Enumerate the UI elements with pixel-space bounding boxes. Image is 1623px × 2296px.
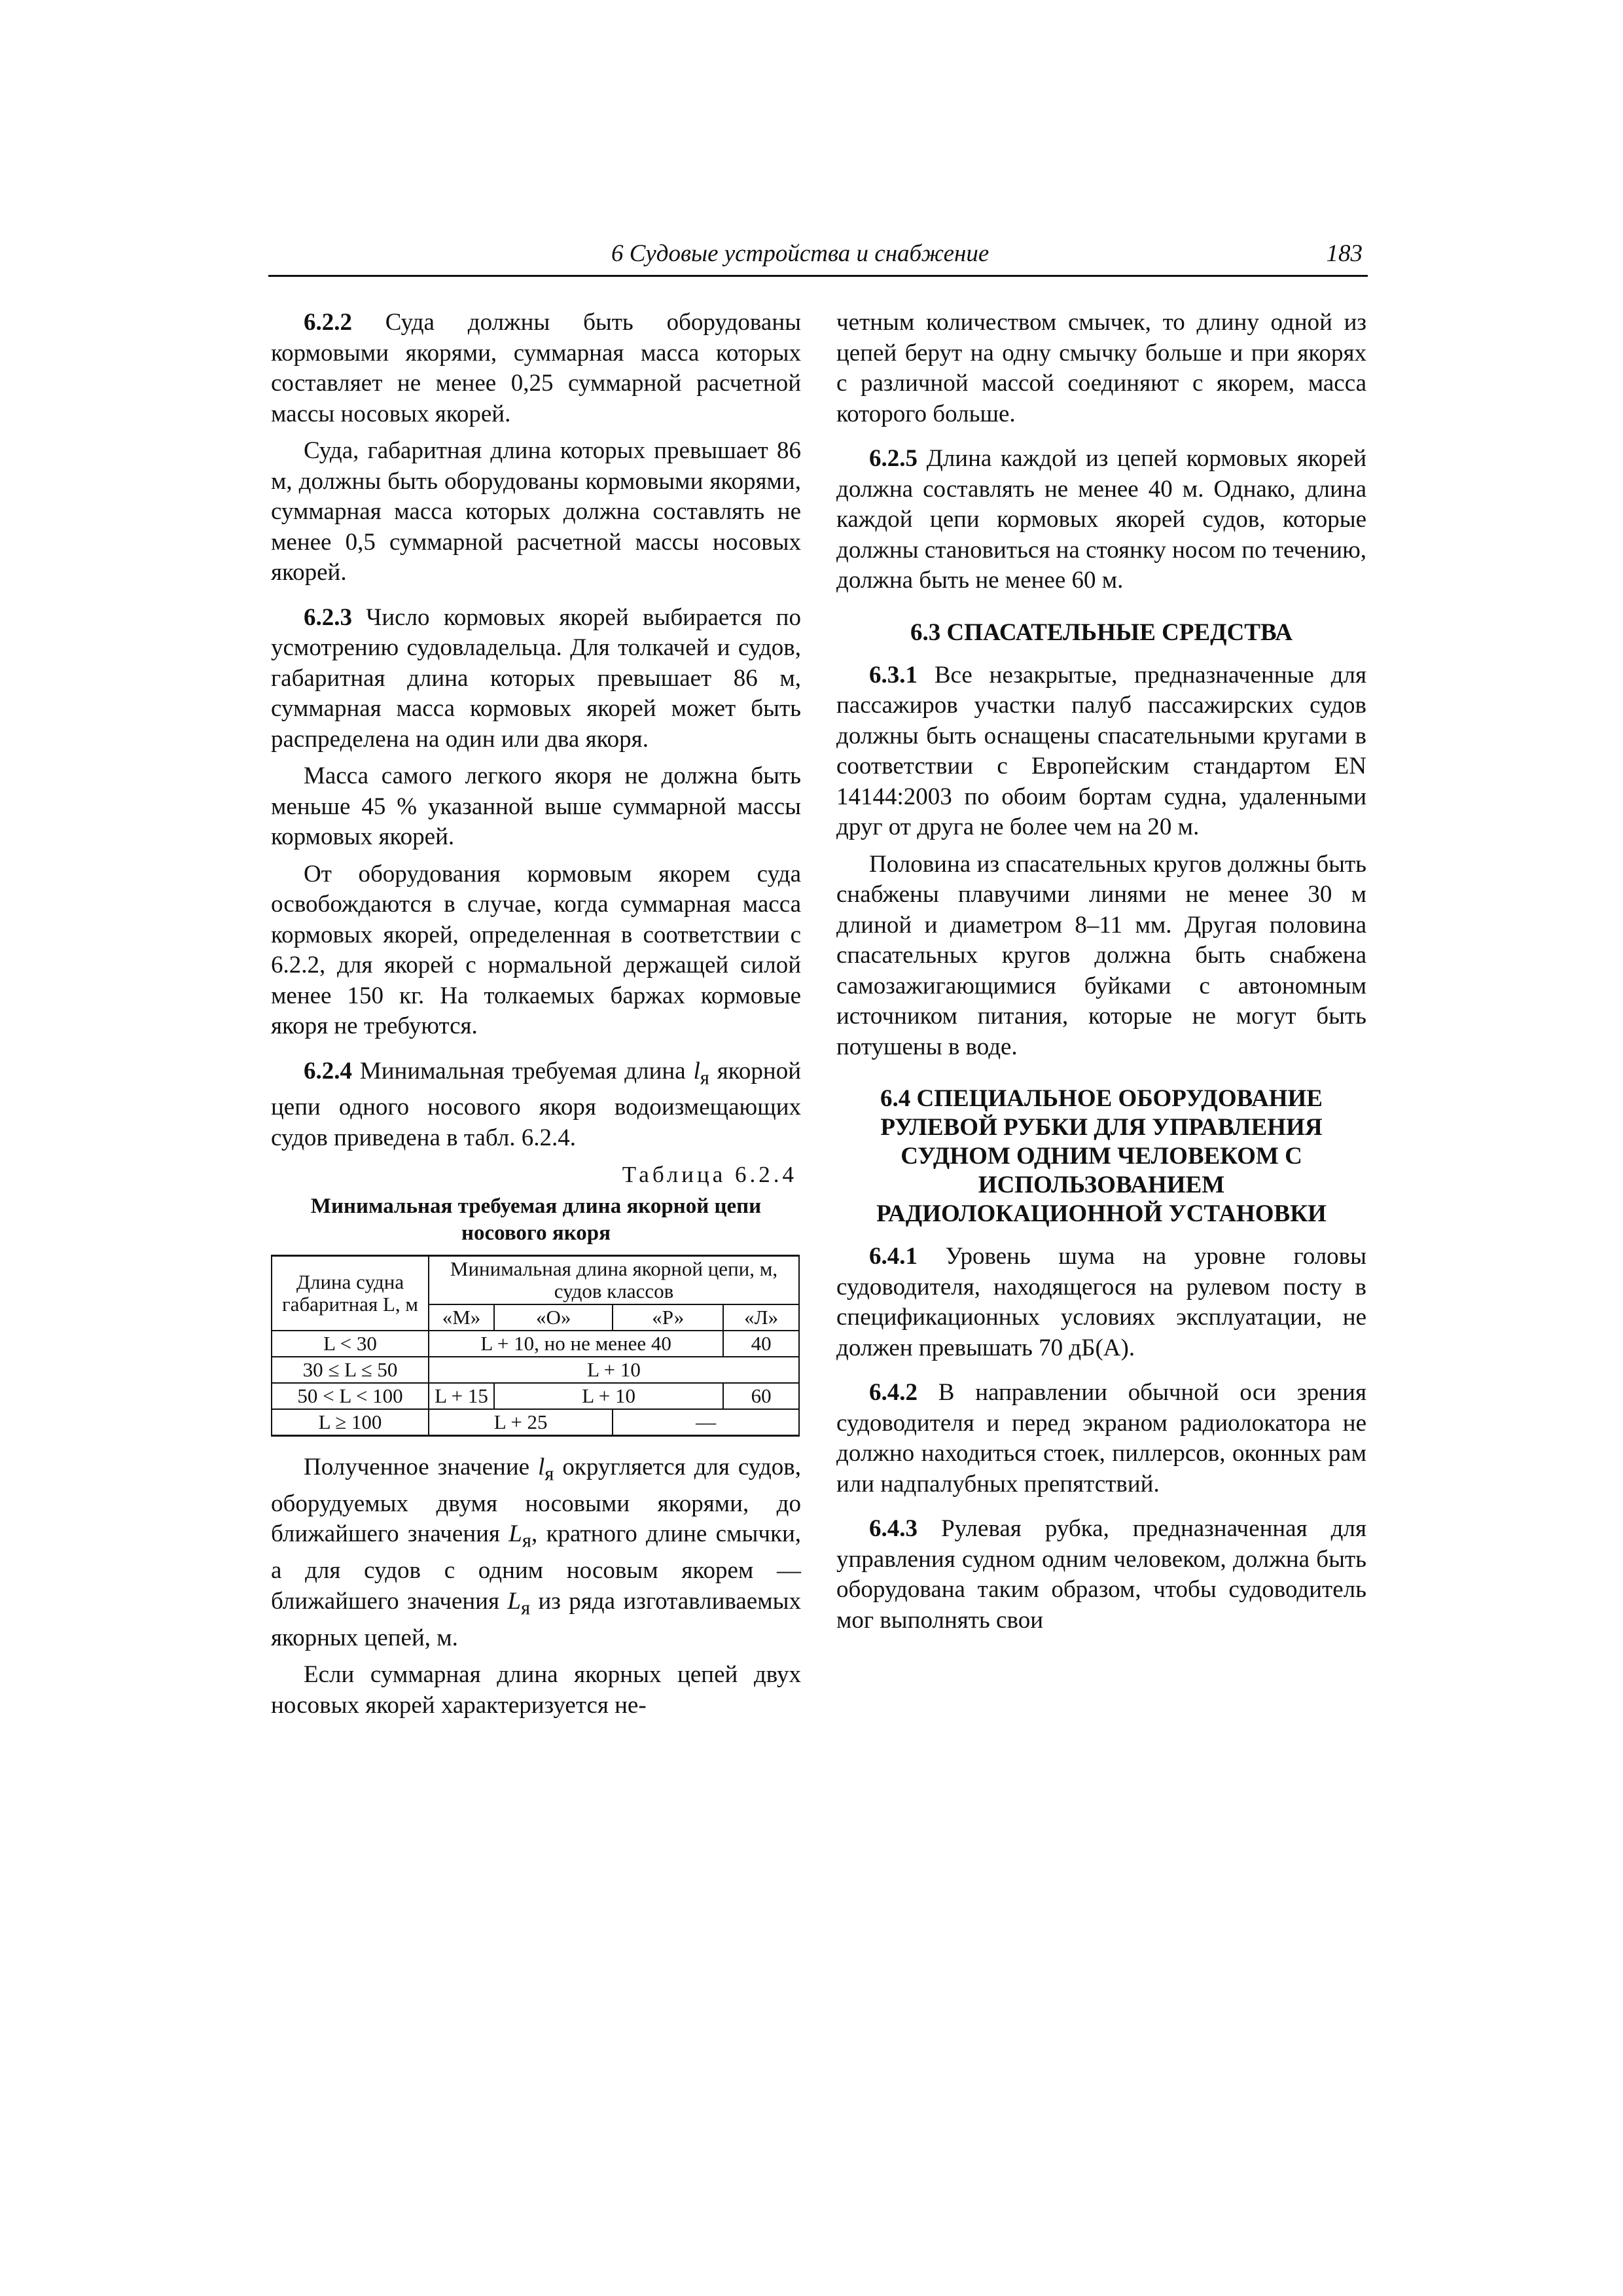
paragraph-text: Уровень шума на уровне головы судоводителя, находящегося на рулевом посту в спецификационных условиях эксплуатации, не должен превышать 70 дБ(А). (836, 1243, 1366, 1361)
symbol-subscript: я (700, 1066, 709, 1088)
table-cell: L ≥ 100 (272, 1409, 429, 1436)
clause-number: 6.2.3 (304, 603, 352, 631)
paragraph: От оборудования кормовым якорем суда освобождаются в случае, когда суммарная масса кормовых якорей, определенная в соответствии с 6.2.2, для якорей с нормальной держащей силой менее 150 кг. На толкаемых баржах кормовые якоря не требуются. (271, 860, 801, 1039)
clause-number: 6.2.4 (304, 1057, 352, 1085)
paragraph-text: Суда должны быть оборудованы кормовыми якорями, суммарная масса которых составляет не менее 0,25 суммарной расчетной массы носовых якорей. (271, 309, 801, 427)
class-l: «Л» (723, 1304, 799, 1331)
paragraph-text: якорной цепи одного носового якоря водоизмещающих судов приведена в табл. 6.2.4. (271, 1057, 801, 1151)
table-cell: L + 25 (429, 1409, 613, 1436)
paragraph-6-2-2 (271, 308, 801, 429)
table-cell: — (613, 1409, 799, 1436)
table-cell: L + 10 (494, 1383, 723, 1409)
paragraph-text: Минимальная требуемая длина (352, 1057, 694, 1085)
table-cell: 60 (723, 1383, 799, 1409)
paragraph-text: Число кормовых якорей выбирается по усмотрению судовладельца. Для толкачей и судов, габаритная длина которых превышает 86 м, суммарная масса кормовых якорей может быть распределена на один или два якоря. (271, 603, 801, 753)
class-r: «Р» (613, 1304, 723, 1331)
paragraph (271, 1452, 801, 1653)
paragraph-text: Полученное значение (304, 1453, 538, 1480)
clause-number: 6.2.2 (304, 309, 352, 336)
paragraph-6-4-2 (836, 1378, 1366, 1499)
paragraph: Масса самого легкого якоря не должна быть меньше 45 % указанной выше суммарной массы кормовых якорей. (271, 762, 801, 850)
paragraph-text: округляется для судов, оборудуемых двумя носовыми якорями, до ближайшего значения (271, 1453, 801, 1548)
paragraph-text: Рулевая рубка, предназначенная для управления судном одним человеком, должна быть оборудована таким образом, чтобы судоводитель мог выполнять свои (836, 1515, 1366, 1634)
page-number: 183 (1326, 240, 1363, 267)
paragraph-text: , кратного длине смычки, а для судов с одним носовым якорем — ближайшего значения (271, 1520, 801, 1615)
table-cell: L + 10 (429, 1357, 799, 1383)
clause-number: 6.4.3 (869, 1515, 918, 1542)
table-head-length: Длина судна габаритная L, м (272, 1255, 429, 1331)
symbol: L (508, 1520, 522, 1548)
paragraph-6-3-1 (836, 660, 1366, 843)
symbol-subscript: я (544, 1462, 554, 1485)
left-column (271, 308, 801, 1727)
class-o: «О» (494, 1304, 613, 1331)
symbol: l (538, 1453, 545, 1480)
paragraph-6-2-4 (271, 1056, 801, 1154)
symbol-subscript: я (522, 1529, 532, 1552)
right-column (836, 308, 1366, 1642)
table-cell: L + 10, но не менее 40 (429, 1331, 723, 1357)
paragraph-text: В направлении обычной оси зрения судоводителя и перед экраном радиолокатора не должно находиться стоек, пиллерсов, оконных рам или надпалубных препятствий. (836, 1379, 1366, 1498)
class-m: «М» (429, 1304, 494, 1331)
table-cell: 30 ≤ L ≤ 50 (272, 1357, 429, 1383)
paragraph: четным количеством смычек, то длину одной из цепей берут на одну смычку больше и при якорях с различной массой соединяют с якорем, масса которого больше. (836, 309, 1366, 427)
clause-number: 6.4.2 (869, 1379, 918, 1406)
table-cell: 50 < L < 100 (272, 1383, 429, 1409)
paragraph-6-2-3 (271, 603, 801, 755)
anchor-chain-table (271, 1255, 800, 1437)
symbol: l (693, 1057, 700, 1085)
clause-number: 6.4.1 (869, 1243, 918, 1270)
table-title: Минимальная требуемая длина якорной цепи носового якоря (310, 1194, 762, 1245)
running-header (268, 238, 1368, 277)
table-head-min-length: Минимальная длина якорной цепи, м, судов классов (429, 1255, 799, 1304)
running-title: 6 Судовые устройства и снабжение (611, 240, 990, 267)
paragraph-text: Все незакрытые, предназначенные для пассажиров участки палуб пассажирских судов должны быть оснащены спасательными кругами в соответствии с Европейским стандартом EN 14144:2003 по обоим бортам судна, удаленными друг от друга не более чем на 20 м. (836, 661, 1366, 840)
paragraph: Если суммарная длина якорных цепей двух носовых якорей характеризуется не- (271, 1661, 801, 1719)
paragraph-text: из ряда изготавливаемых якорных цепей, м. (271, 1587, 801, 1651)
table-cell: 40 (723, 1331, 799, 1357)
clause-number: 6.2.5 (869, 445, 918, 472)
paragraph-6-4-1 (836, 1242, 1366, 1363)
paragraph-6-2-5 (836, 444, 1366, 596)
paragraph-6-4-3 (836, 1514, 1366, 1636)
symbol-subscript: я (520, 1596, 531, 1619)
table-cell: L < 30 (272, 1331, 429, 1357)
paragraph: Суда, габаритная длина которых превышает 86 м, должны быть оборудованы кормовыми якорями, суммарная масса которых должна составлять не менее 0,5 суммарной расчетной массы носовых якорей. (271, 437, 801, 586)
table-caption: Таблица 6.2.4 (622, 1162, 797, 1188)
table-cell: L + 15 (429, 1383, 494, 1409)
symbol: L (507, 1587, 521, 1615)
paragraph-text: Длина каждой из цепей кормовых якорей должна составлять не менее 40 м. Однако, длина каждой цепи кормовых якорей судов, которые должны становиться на стоянку носом по течению, должна быть не менее 60 м. (836, 445, 1366, 594)
section-heading-6-3: 6.3 СПАСАТЕЛЬНЫЕ СРЕДСТВА (910, 619, 1293, 646)
clause-number: 6.3.1 (869, 661, 918, 689)
paragraph: Половина из спасательных кругов должны быть снабжены плавучими линями не менее 30 м длиной и диаметром 8–11 мм. Другая половина спасательных кругов должна быть снабжена самозажигающимися буйками с автономным источником питания, которые не могут быть потушены в воде. (836, 850, 1366, 1060)
section-heading-6-4: 6.4 СПЕЦИАЛЬНОЕ ОБОРУДОВАНИЕ РУЛЕВОЙ РУБКИ ДЛЯ УПРАВЛЕНИЯ СУДНОМ ОДНИМ ЧЕЛОВЕКОМ С ИСПОЛЬЗОВАНИЕМ РАДИОЛОКАЦИОННОЙ УСТАНОВКИ (876, 1085, 1327, 1227)
